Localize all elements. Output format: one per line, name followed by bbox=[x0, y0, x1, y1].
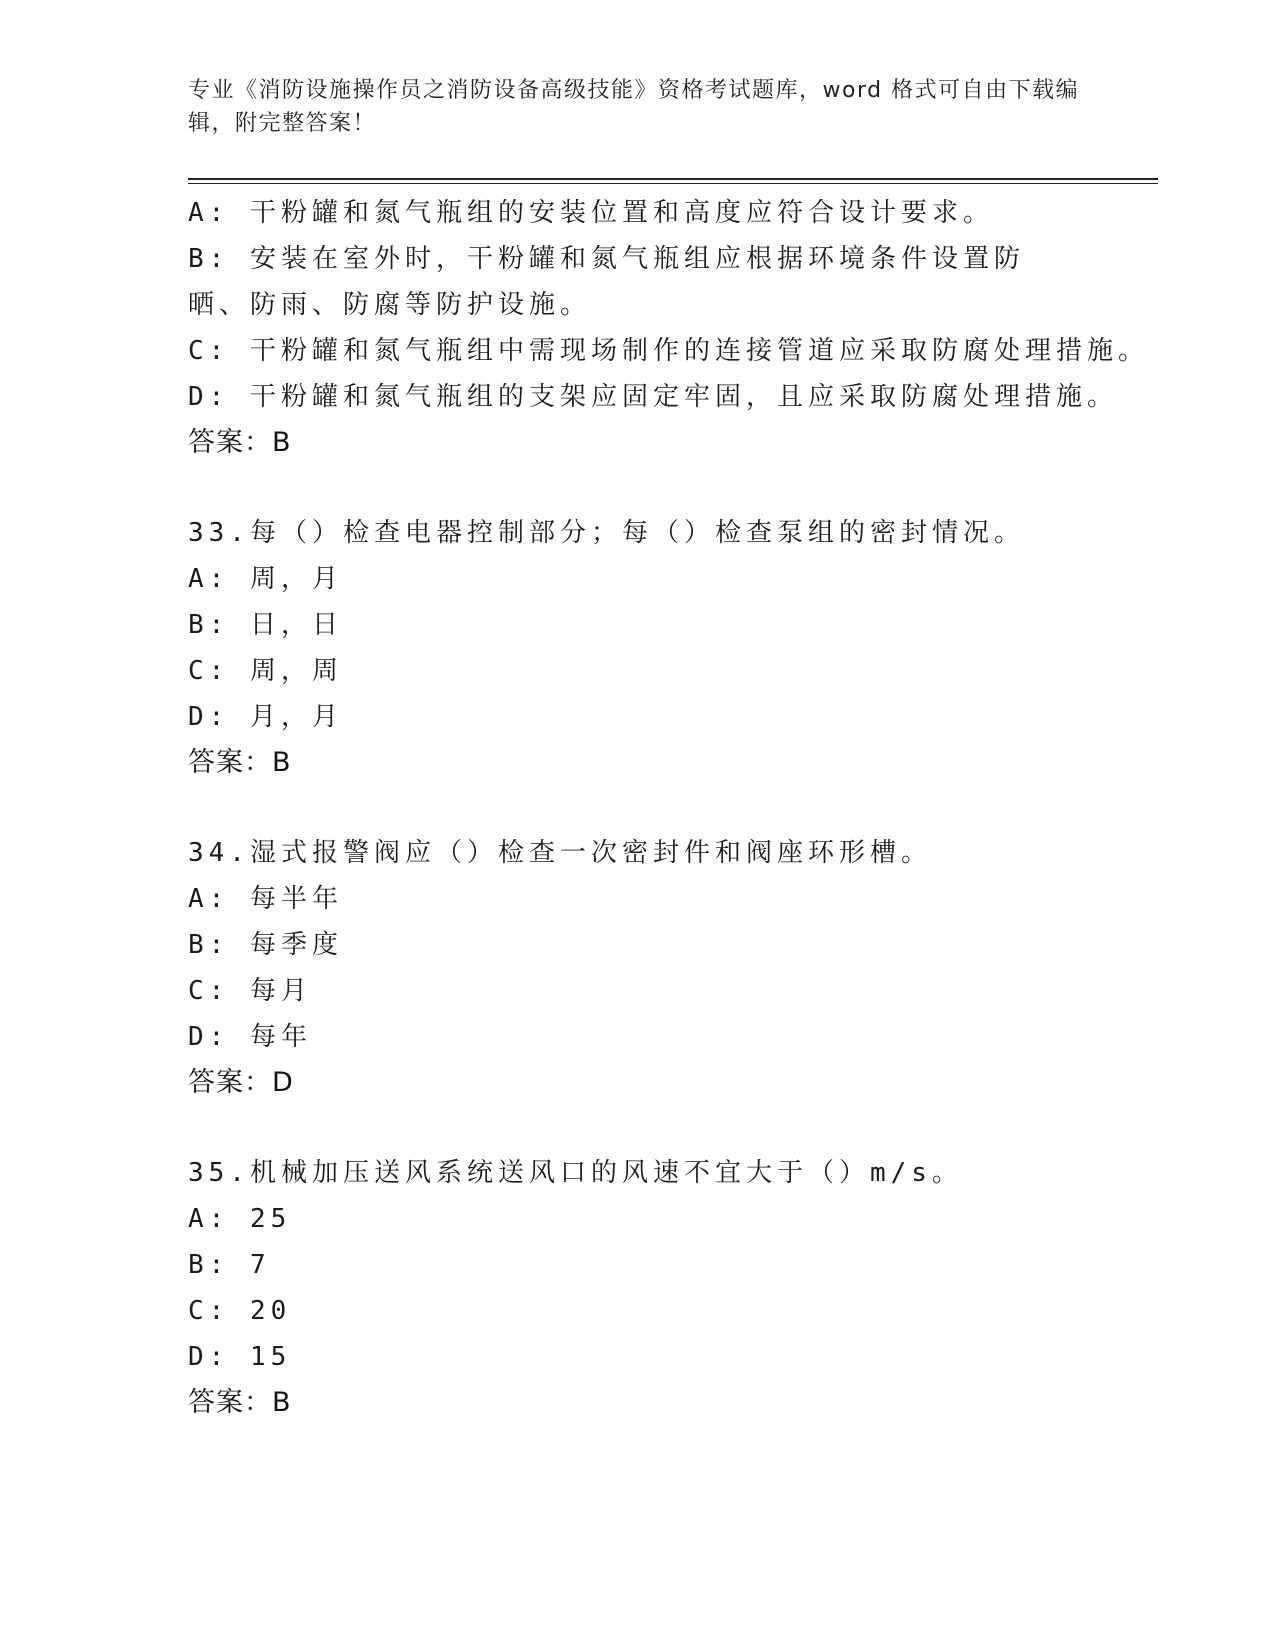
question-list bbox=[188, 190, 1149, 1426]
question-35-block bbox=[188, 1150, 1128, 1426]
question-32-block bbox=[188, 190, 1149, 466]
question-text: 35.机械加压送风系统送风口的风速不宜大于（）m/s。 bbox=[188, 1158, 963, 1188]
option-c: C: 20 bbox=[188, 1296, 292, 1326]
option-b: B: 7 bbox=[188, 1250, 271, 1280]
option-d: D: 月，月 bbox=[188, 702, 343, 732]
question-text: 34.湿式报警阀应（）检查一次密封件和阀座环形槽。 bbox=[188, 838, 932, 868]
answer: 答案：B bbox=[188, 427, 292, 458]
question-text: 33.每（）检查电器控制部分；每（）检查泵组的密封情况。 bbox=[188, 518, 1025, 548]
option-b: B: 日，日 bbox=[188, 610, 343, 640]
option-b: B: 安装在室外时，干粉罐和氮气瓶组应根据环境条件设置防晒、防雨、防腐等防护设施。 bbox=[188, 244, 1025, 320]
option-a: A: 每半年 bbox=[188, 884, 343, 914]
option-d: D: 干粉罐和氮气瓶组的支架应固定牢固，且应采取防腐处理措施。 bbox=[188, 382, 1118, 412]
answer: 答案：B bbox=[188, 747, 292, 778]
option-b: B: 每季度 bbox=[188, 930, 343, 960]
header-divider-thin bbox=[188, 183, 1158, 184]
question-34-block bbox=[188, 830, 1128, 1106]
answer: 答案：D bbox=[188, 1067, 294, 1098]
option-c: C: 干粉罐和氮气瓶组中需现场制作的连接管道应采取防腐处理措施。 bbox=[188, 336, 1149, 366]
header-divider-thick bbox=[188, 178, 1158, 180]
option-d: D: 每年 bbox=[188, 1022, 312, 1052]
option-c: C: 每月 bbox=[188, 976, 312, 1006]
answer: 答案：B bbox=[188, 1387, 292, 1418]
option-d: D: 15 bbox=[188, 1342, 292, 1372]
option-a: A: 周，月 bbox=[188, 564, 343, 594]
option-a: A: 干粉罐和氮气瓶组的安装位置和高度应符合设计要求。 bbox=[188, 198, 994, 228]
option-c: C: 周，周 bbox=[188, 656, 343, 686]
header-intro: 专业《消防设施操作员之消防设备高级技能》资格考试题库，word 格式可自由下载编辑，附完整答案！ bbox=[188, 78, 1080, 136]
option-a: A: 25 bbox=[188, 1204, 292, 1234]
question-33-block bbox=[188, 510, 1128, 786]
